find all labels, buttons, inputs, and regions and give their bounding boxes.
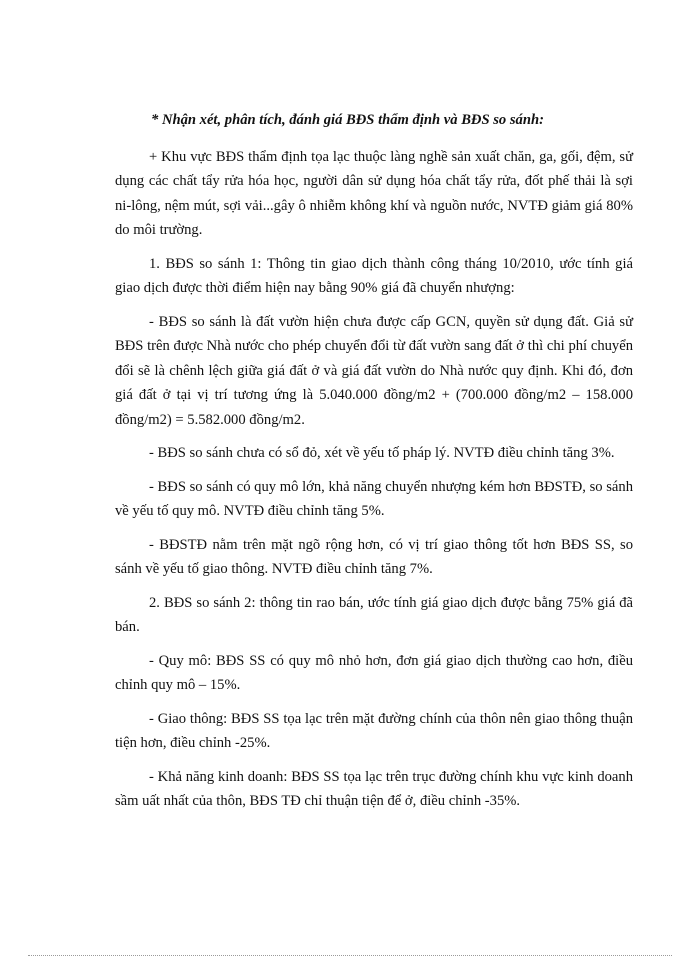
paragraph-comparable-2-traffic: - Giao thông: BĐS SS tọa lạc trên mặt đường chính của thôn nên giao thông thuận tiện hơn, điều chỉnh -25%.: [115, 710, 633, 751]
paragraph-comparable-2-business: - Khả năng kinh doanh: BĐS SS tọa lạc trên trục đường chính khu vực kinh doanh sầm uất nhất của thôn, BĐS TĐ chỉ thuận tiện để ở, điều chỉnh -35%.: [115, 768, 633, 809]
paragraph-comparable-1-scale: - BĐS so sánh có quy mô lớn, khả năng chuyển nhượng kém hơn BĐSTĐ, so sánh về yếu tố quy mô. NVTĐ điều chỉnh tăng 5%.: [115, 478, 633, 519]
paragraph-comparable-2-intro: 2. BĐS so sánh 2: thông tin rao bán, ước tính giá giao dịch được bằng 75% giá đã bán.: [115, 594, 633, 635]
paragraph-environment: + Khu vực BĐS thẩm định tọa lạc thuộc làng nghề sản xuất chăn, ga, gối, đệm, sử dụng các chất tẩy rửa hóa học, người dân sử dụng hóa chất tẩy rửa, đốt phế thải là sợi ni-lông, nệm mút, sợi vải...gây ô nhiễm không khí và nguồn nước, NVTĐ giảm giá 80% do môi trường.: [115, 148, 633, 238]
section-heading: * Nhận xét, phân tích, đánh giá BĐS thẩm định và BĐS so sánh:: [151, 112, 544, 128]
paragraph-comparable-1-legal: - BĐS so sánh chưa có sổ đỏ, xét về yếu tố pháp lý. NVTĐ điều chỉnh tăng 3%.: [149, 445, 615, 461]
document-body: [115, 108, 633, 823]
page-bottom-divider: [28, 955, 672, 956]
paragraph-comparable-1-traffic: - BĐSTĐ nằm trên mặt ngõ rộng hơn, có vị trí giao thông tốt hơn BĐS SS, so sánh về yếu tố giao thông. NVTĐ điều chỉnh tăng 7%.: [115, 536, 633, 577]
paragraph-comparable-2-scale: - Quy mô: BĐS SS có quy mô nhỏ hơn, đơn giá giao dịch thường cao hơn, điều chỉnh quy mô – 15%.: [115, 652, 633, 693]
paragraph-comparable-1-land: - BĐS so sánh là đất vườn hiện chưa được cấp GCN, quyền sử dụng đất. Giả sử BĐS trên được Nhà nước cho phép chuyển đổi từ đất vườn sang đất ở thì chi phí chuyển đổi sẽ là chênh lệch giữa giá đất ở và giá đất vườn do Nhà nước quy định. Khi đó, đơn giá đất ở tại vị trí tương ứng là 5.040.000 đồng/m2 + (700.000 đồng/m2 – 158.000 đồng/m2) = 5.582.000 đồng/m2.: [115, 313, 633, 428]
paragraph-comparable-1-intro: 1. BĐS so sánh 1: Thông tin giao dịch thành công tháng 10/2010, ước tính giá giao dịch được thời điểm hiện nay bằng 90% giá đã chuyển nhượng:: [115, 255, 633, 296]
